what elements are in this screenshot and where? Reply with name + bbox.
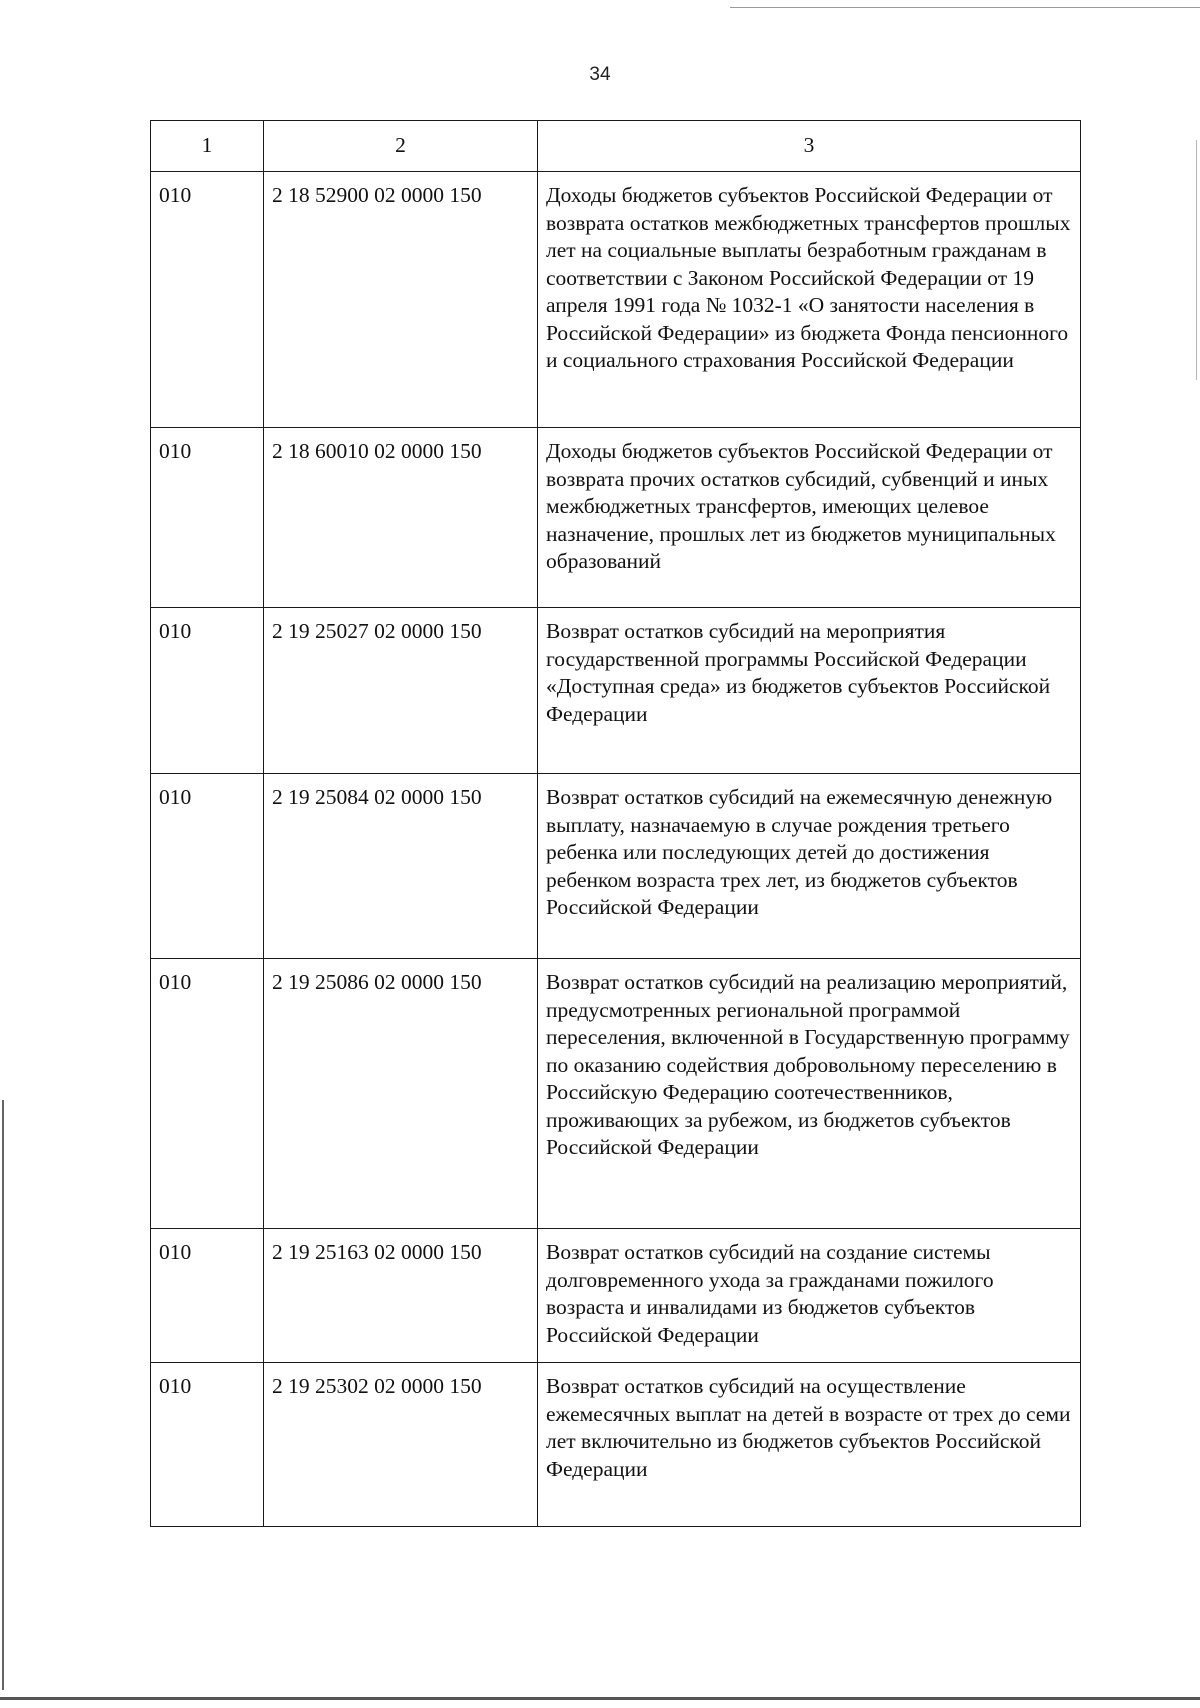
description-cell: Доходы бюджетов субъектов Российской Федерации от возврата прочих остатков субсидий, субвенций и иных межбюджетных трансфертов, имеющих целевое назначение, прошлых лет из бюджетов муниципальных образований <box>538 428 1081 608</box>
scan-edge-bottom <box>0 1697 1200 1700</box>
admin-code-cell: 010 <box>151 774 264 959</box>
revenue-code-cell: 2 19 25086 02 0000 150 <box>264 959 538 1229</box>
revenue-code-cell: 2 18 52900 02 0000 150 <box>264 172 538 428</box>
admin-code-cell: 010 <box>151 608 264 774</box>
revenue-code-cell: 2 18 60010 02 0000 150 <box>264 428 538 608</box>
table-row <box>151 1363 1081 1527</box>
revenue-code-cell: 2 19 25163 02 0000 150 <box>264 1229 538 1363</box>
page-number: 34 <box>589 64 611 85</box>
description-cell: Возврат остатков субсидий на создание системы долговременного ухода за гражданами пожилого возраста и инвалидами из бюджетов субъектов Российской Федерации <box>538 1229 1081 1363</box>
table-row <box>151 959 1081 1229</box>
table-row <box>151 774 1081 959</box>
revenue-code-cell: 2 19 25084 02 0000 150 <box>264 774 538 959</box>
description-cell: Возврат остатков субсидий на мероприятия государственной программы Российской Федерации «Доступная среда» из бюджетов субъектов Российской Федерации <box>538 608 1081 774</box>
revenue-codes-table <box>150 120 1081 1527</box>
column-header: 1 <box>151 121 264 172</box>
description-cell: Возврат остатков субсидий на реализацию мероприятий, предусмотренных региональной программой переселения, включенной в Государственную программу по оказанию содействия добровольному переселению в Российскую Федерацию соотечественников, проживающих за рубежом, из бюджетов субъектов Российской Федерации <box>538 959 1081 1229</box>
admin-code-cell: 010 <box>151 172 264 428</box>
table-row <box>151 608 1081 774</box>
scan-edge-left <box>2 1100 4 1690</box>
revenue-code-cell: 2 19 25302 02 0000 150 <box>264 1363 538 1527</box>
column-header: 3 <box>538 121 1081 172</box>
description-cell: Доходы бюджетов субъектов Российской Федерации от возврата остатков межбюджетных трансфертов прошлых лет на социальные выплаты безработным гражданам в соответствии с Законом Российской Федерации от 19 апреля 1991 года № 1032-1 «О занятости населения в Российской Федерации» из бюджета Фонда пенсионного и социального страхования Российской Федерации <box>538 172 1081 428</box>
revenue-code-cell: 2 19 25027 02 0000 150 <box>264 608 538 774</box>
admin-code-cell: 010 <box>151 428 264 608</box>
column-header: 2 <box>264 121 538 172</box>
scan-edge-right <box>1196 140 1197 380</box>
description-cell: Возврат остатков субсидий на ежемесячную денежную выплату, назначаемую в случае рождения третьего ребенка или последующих детей до достижения ребенком возраста трех лет, из бюджетов субъектов Российской Федерации <box>538 774 1081 959</box>
table-header-row <box>151 121 1081 172</box>
description-cell: Возврат остатков субсидий на осуществление ежемесячных выплат на детей в возрасте от трех до семи лет включительно из бюджетов субъектов Российской Федерации <box>538 1363 1081 1527</box>
table-row <box>151 172 1081 428</box>
admin-code-cell: 010 <box>151 1229 264 1363</box>
scan-edge-top <box>730 7 1200 8</box>
table-row <box>151 428 1081 608</box>
admin-code-cell: 010 <box>151 959 264 1229</box>
admin-code-cell: 010 <box>151 1363 264 1527</box>
table-row <box>151 1229 1081 1363</box>
